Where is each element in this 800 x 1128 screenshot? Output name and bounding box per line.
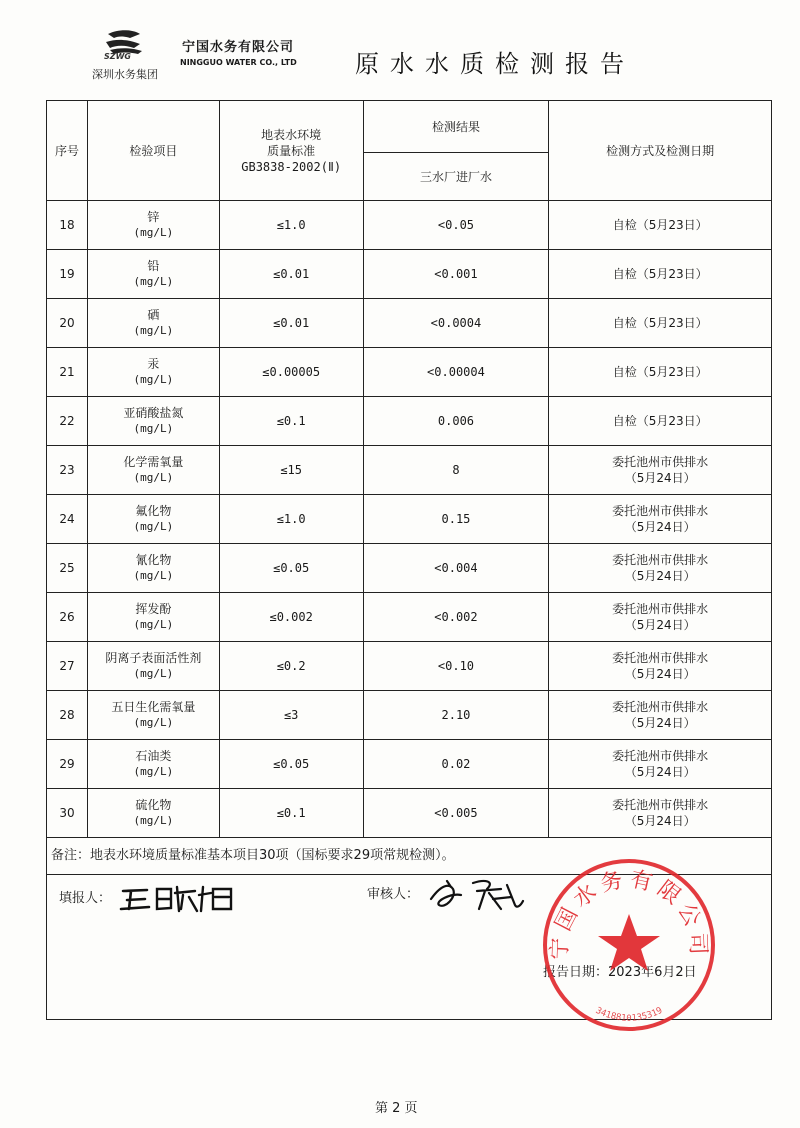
row-seq: 25 (47, 544, 88, 593)
row-seq: 18 (47, 201, 88, 250)
row-item-name: 亚硝酸盐氮 (123, 406, 184, 420)
row-method-line2: （5月24日） (624, 618, 696, 632)
row-result: 2.10 (363, 691, 549, 740)
row-method-line1: 委托池州市供排水 (612, 651, 709, 665)
report-title: 原水水质检测报告 (355, 50, 635, 78)
row-method (549, 593, 772, 642)
row-item-name: 铅 (147, 259, 160, 273)
row-item (87, 544, 219, 593)
table-row (47, 642, 772, 691)
row-method (549, 201, 772, 250)
row-method-line2: （5月24日） (624, 765, 696, 779)
header-standard (219, 101, 363, 201)
logo-brand-text: SZWG (104, 52, 131, 61)
row-seq: 24 (47, 495, 88, 544)
seal-text: 宁国水务有限公司 (547, 866, 711, 961)
row-seq: 22 (47, 397, 88, 446)
row-result: <0.005 (363, 789, 549, 838)
row-method (549, 397, 772, 446)
row-method (549, 789, 772, 838)
table-row (47, 348, 772, 397)
row-method-line1: 自检（5月23日） (612, 414, 708, 428)
row-seq: 20 (47, 299, 88, 348)
header-item: 检验项目 (87, 101, 219, 201)
row-method-line1: 委托池州市供排水 (612, 798, 709, 812)
row-item-name: 阴离子表面活性剂 (105, 651, 202, 665)
row-method-line1: 自检（5月23日） (612, 218, 708, 232)
row-standard: ≤0.01 (219, 299, 363, 348)
row-method-line2: （5月24日） (624, 716, 696, 730)
row-method (549, 348, 772, 397)
row-item (87, 642, 219, 691)
row-result: 8 (363, 446, 549, 495)
row-item-unit: (mg/L) (133, 373, 174, 386)
table-row (47, 495, 772, 544)
row-method-line1: 自检（5月23日） (612, 316, 708, 330)
svg-text:3418810135319 (594, 1006, 664, 1024)
row-method (549, 250, 772, 299)
header-result: 检测结果 (363, 101, 549, 153)
table-row (47, 201, 772, 250)
row-standard: ≤0.1 (219, 397, 363, 446)
remark-note: 备注：地表水环境质量标准基本项目30项（国标要求29项常规检测）。 (47, 838, 772, 875)
row-seq: 19 (47, 250, 88, 299)
table-row (47, 691, 772, 740)
header-seq: 序号 (47, 101, 88, 201)
row-item-name: 挥发酚 (135, 602, 172, 616)
table-row (47, 250, 772, 299)
row-item-unit: (mg/L) (133, 226, 174, 239)
row-item-unit: (mg/L) (133, 324, 174, 337)
row-item (87, 495, 219, 544)
row-method-line2: （5月24日） (624, 569, 696, 583)
row-result: 0.02 (363, 740, 549, 789)
row-method-line2: （5月24日） (624, 471, 696, 485)
row-seq: 21 (47, 348, 88, 397)
row-item (87, 348, 219, 397)
row-method (549, 642, 772, 691)
seal-number: 3418810135319 (593, 1005, 665, 1024)
row-item-unit: (mg/L) (133, 765, 174, 778)
row-method-line1: 委托池州市供排水 (612, 504, 709, 518)
company-name-cn: 宁国水务有限公司 (182, 40, 295, 55)
row-standard: ≤0.01 (219, 250, 363, 299)
header-result-sub: 三水厂进厂水 (363, 153, 549, 201)
logo-group-name: 深圳水务集团 (92, 68, 158, 81)
table-row (47, 446, 772, 495)
row-method-line1: 委托池州市供排水 (612, 700, 709, 714)
row-method (549, 691, 772, 740)
row-item-name: 五日生化需氧量 (111, 700, 196, 714)
row-result: <0.0004 (363, 299, 549, 348)
reviewer-label: 审核人： (367, 887, 420, 902)
row-item (87, 691, 219, 740)
row-method-line2: （5月24日） (624, 520, 696, 534)
company-name-en: NINGGUO WATER CO., LTD (180, 58, 297, 67)
row-item-name: 化学需氧量 (123, 455, 184, 469)
row-method-line1: 自检（5月23日） (612, 365, 708, 379)
row-result: <0.00004 (363, 348, 549, 397)
row-result: <0.004 (363, 544, 549, 593)
row-seq: 27 (47, 642, 88, 691)
table-row (47, 299, 772, 348)
row-item-name: 锌 (147, 210, 160, 224)
row-seq: 29 (47, 740, 88, 789)
row-standard: ≤0.00005 (219, 348, 363, 397)
row-item (87, 740, 219, 789)
row-item-unit: (mg/L) (133, 569, 174, 582)
row-standard: ≤0.1 (219, 789, 363, 838)
row-item-name: 汞 (147, 357, 160, 371)
row-item (87, 299, 219, 348)
table-row (47, 740, 772, 789)
header-standard-line1: 地表水环境 (261, 127, 322, 142)
row-method (549, 544, 772, 593)
row-item (87, 789, 219, 838)
row-item-unit: (mg/L) (133, 667, 174, 680)
row-item-name: 硫化物 (135, 798, 172, 812)
row-standard: ≤0.2 (219, 642, 363, 691)
row-result: <0.001 (363, 250, 549, 299)
row-seq: 26 (47, 593, 88, 642)
row-item-name: 硒 (147, 308, 160, 322)
row-standard: ≤0.002 (219, 593, 363, 642)
row-result: 0.006 (363, 397, 549, 446)
reviewer-signature-icon (427, 875, 527, 915)
table-row (47, 397, 772, 446)
row-item-unit: (mg/L) (133, 618, 174, 631)
row-item (87, 446, 219, 495)
row-item-unit: (mg/L) (133, 814, 174, 827)
row-standard: ≤15 (219, 446, 363, 495)
table-row (47, 789, 772, 838)
row-item-unit: (mg/L) (133, 716, 174, 729)
table-row (47, 544, 772, 593)
row-standard: ≤1.0 (219, 495, 363, 544)
row-method (549, 299, 772, 348)
filler-label: 填报人： (59, 891, 112, 906)
row-seq: 28 (47, 691, 88, 740)
row-standard: ≤1.0 (219, 201, 363, 250)
company-seal-icon (540, 856, 718, 1034)
row-item (87, 201, 219, 250)
row-method-line1: 委托池州市供排水 (612, 455, 709, 469)
report-date: 报告日期：2023年6月2日 (543, 965, 697, 980)
row-seq: 30 (47, 789, 88, 838)
row-seq: 23 (47, 446, 88, 495)
row-method-line2: （5月24日） (624, 814, 696, 828)
filler-signature-icon (117, 881, 237, 915)
row-standard: ≤0.05 (219, 544, 363, 593)
row-method-line1: 自检（5月23日） (612, 267, 708, 281)
row-method (549, 740, 772, 789)
row-method (549, 446, 772, 495)
row-result: 0.15 (363, 495, 549, 544)
header-method: 检测方式及检测日期 (549, 101, 772, 201)
row-method-line1: 委托池州市供排水 (612, 749, 709, 763)
row-item-unit: (mg/L) (133, 471, 174, 484)
page-number: 第 2 页 (375, 1101, 418, 1116)
row-item (87, 250, 219, 299)
row-item-name: 氟化物 (135, 504, 172, 518)
row-result: <0.002 (363, 593, 549, 642)
row-standard: ≤3 (219, 691, 363, 740)
row-result: <0.10 (363, 642, 549, 691)
row-method-line2: （5月24日） (624, 667, 696, 681)
header-standard-line3: GB3838-2002(Ⅱ) (241, 159, 342, 174)
row-item-unit: (mg/L) (133, 520, 174, 533)
row-item-unit: (mg/L) (133, 275, 174, 288)
row-item-unit: (mg/L) (133, 422, 174, 435)
table-row (47, 593, 772, 642)
row-result: <0.05 (363, 201, 549, 250)
header-standard-line2: 质量标准 (267, 143, 316, 158)
row-method (549, 495, 772, 544)
row-method-line1: 委托池州市供排水 (612, 602, 709, 616)
row-item-name: 氰化物 (135, 553, 172, 567)
row-standard: ≤0.05 (219, 740, 363, 789)
row-method-line1: 委托池州市供排水 (612, 553, 709, 567)
row-item-name: 石油类 (135, 749, 172, 763)
row-item (87, 593, 219, 642)
row-item (87, 397, 219, 446)
